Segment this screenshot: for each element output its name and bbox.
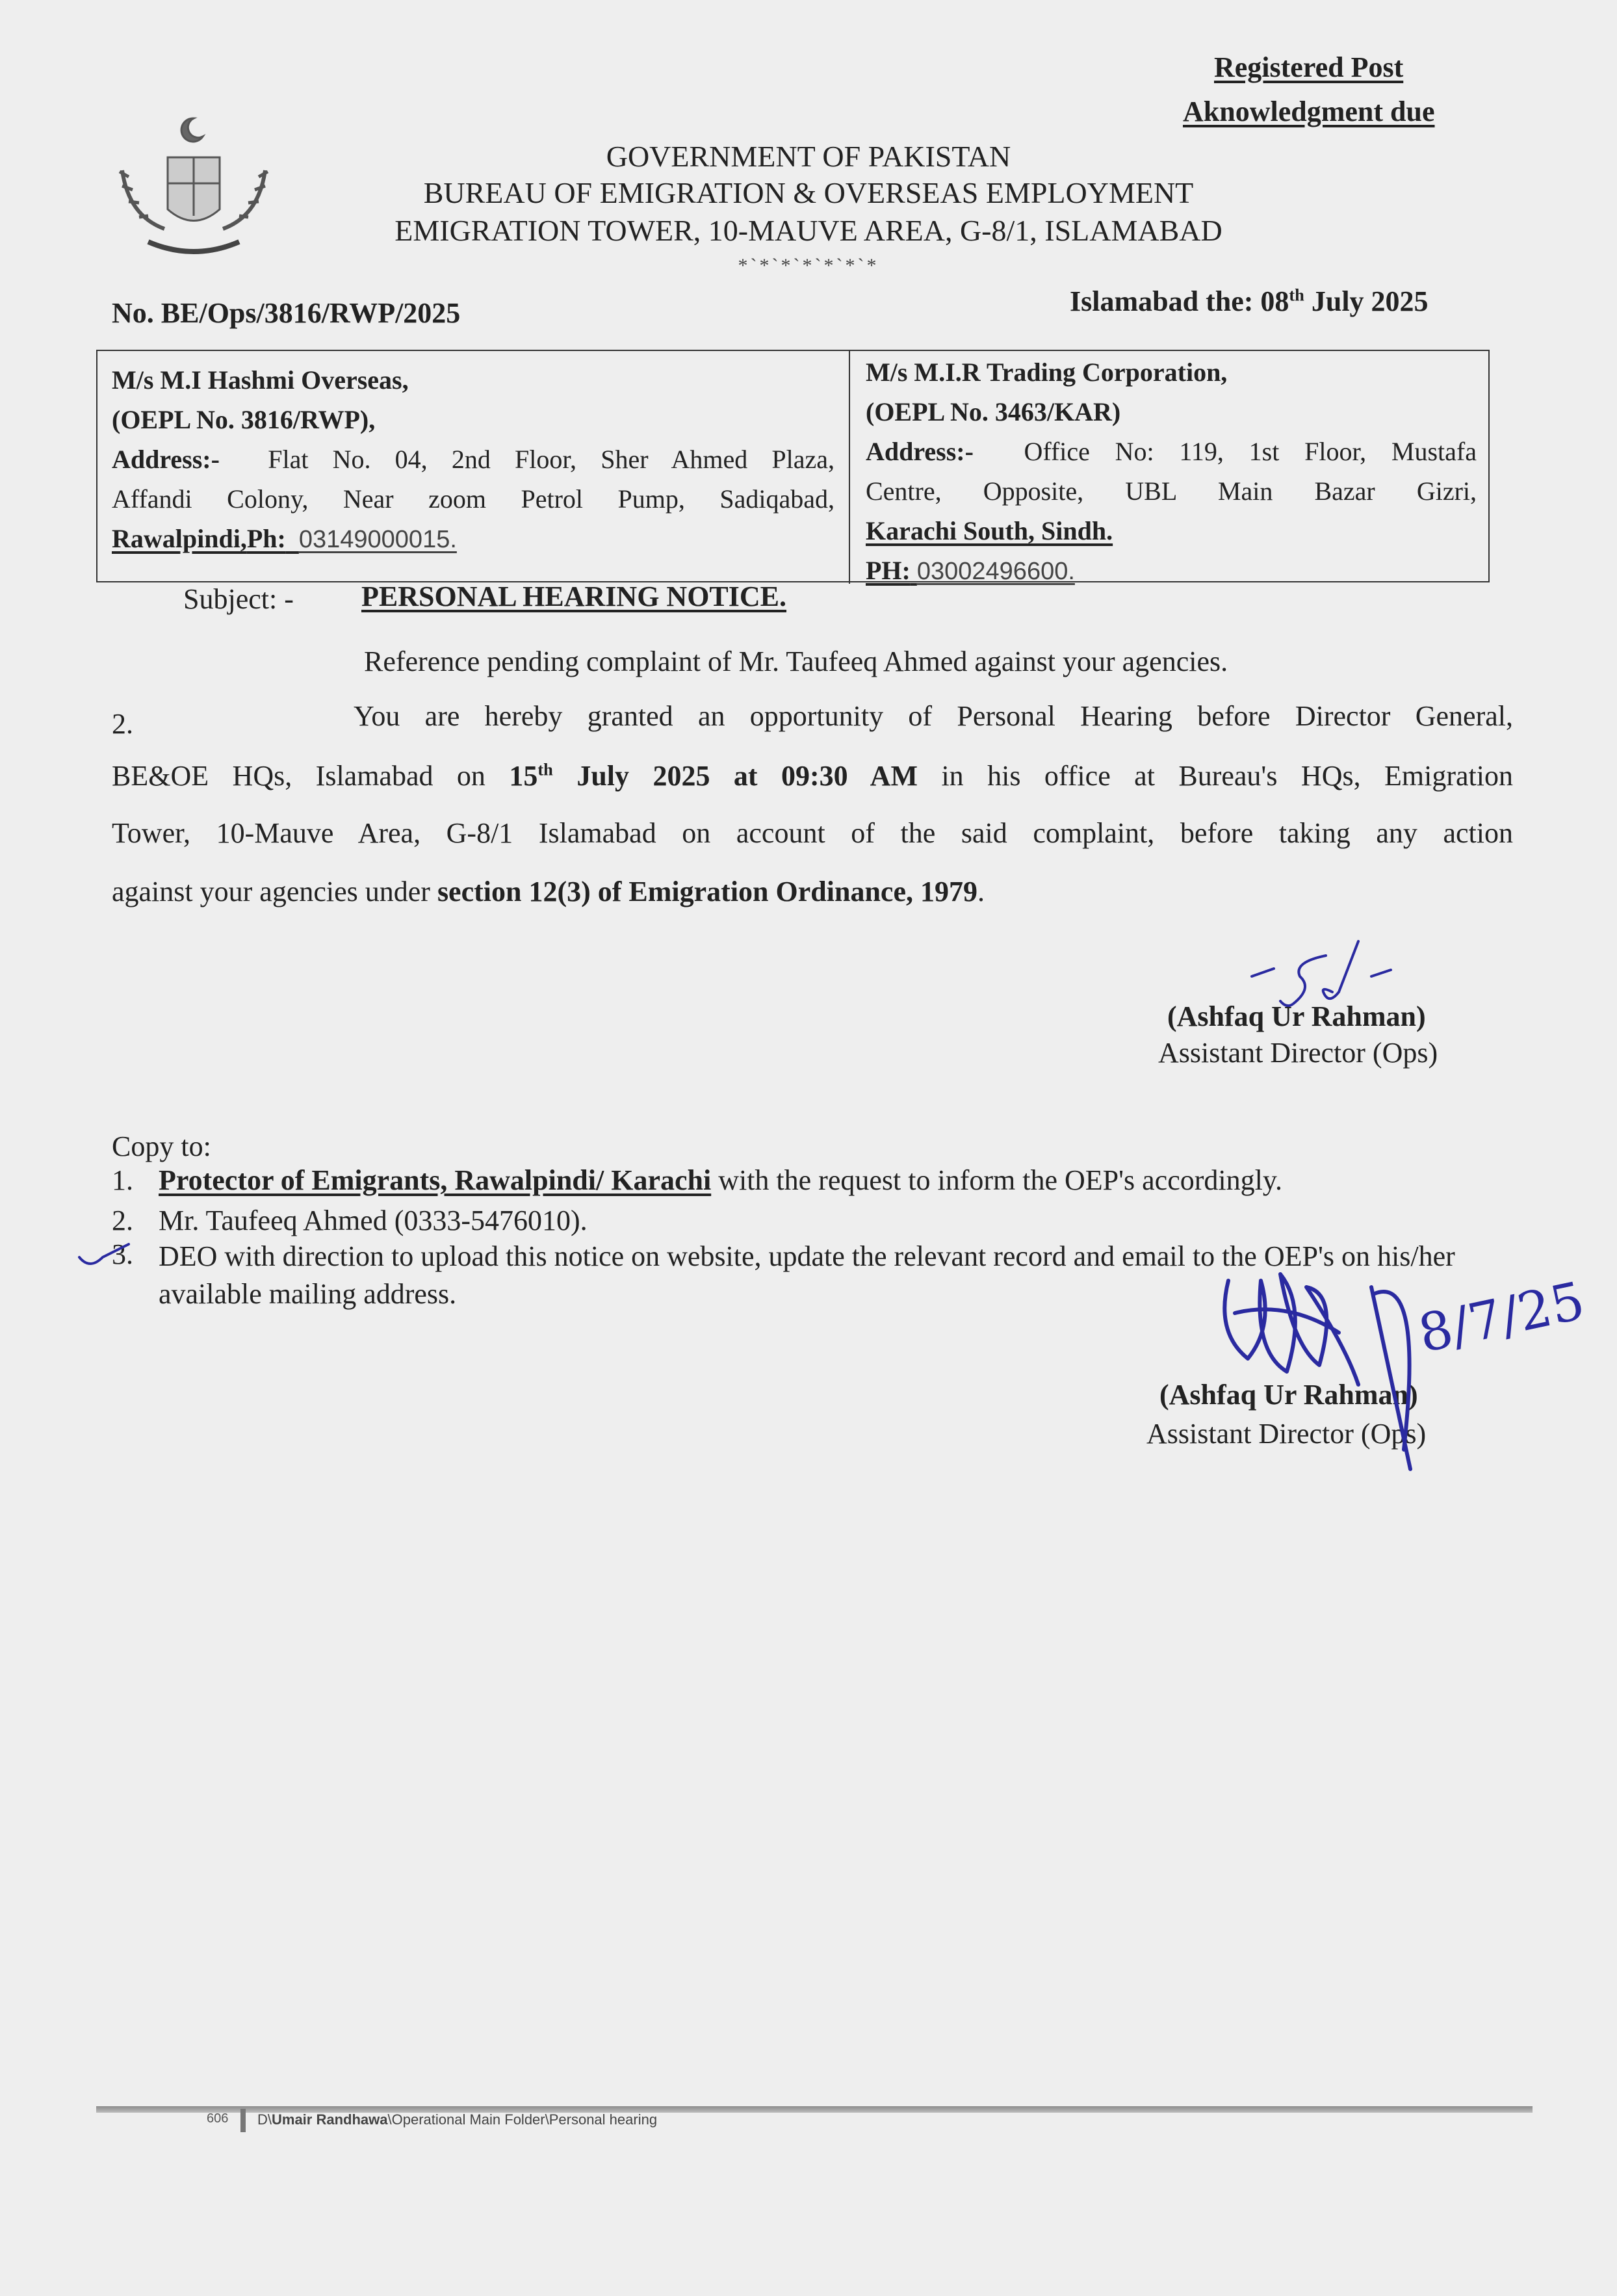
tick-mark [77, 1238, 148, 1277]
addressee-address-line: Affandi Colony, Near zoom Petrol Pump, Sadiqabad, [112, 484, 834, 514]
paragraph-line: BE&OE HQs, Islamabad on 15th July 2025 at 09:30 AM in his office at Bureau's HQs, Emigration [112, 759, 1514, 792]
subject-text: PERSONAL HEARING NOTICE. [361, 581, 787, 612]
copy-item: 2. Mr. Taufeeq Ahmed (0333-5476010). [112, 1205, 588, 1236]
signatory-title: Assistant Director (Ops) [1146, 1418, 1427, 1450]
addressee-city: Karachi South, Sindh. [866, 516, 1113, 545]
heading-separator: *`*`*`*`*`*`* [738, 255, 879, 276]
addressee-address-line: Address:- Office No: 119, 1st Floor, Mustafa [866, 437, 1477, 466]
copy-to-label: Copy to: [112, 1130, 211, 1162]
addressee-right [866, 352, 1477, 592]
addressee-oepl: (OEPL No. 3816/RWP), [112, 405, 376, 434]
signatory-name: (Ashfaq Ur Rahman) [1159, 1379, 1418, 1411]
addressee-name: M/s M.I Hashmi Overseas, [112, 365, 409, 395]
addressee-address-line: Address:- Flat No. 04, 2nd Floor, Sher Ahmed Plaza, [112, 445, 834, 474]
letter-date: Islamabad the: 08th July 2025 [1070, 285, 1429, 317]
subject-label: Subject: - [183, 583, 294, 615]
addressee-oepl: (OEPL No. 3463/KAR) [866, 397, 1121, 426]
heading-address: EMIGRATION TOWER, 10-MAUVE AREA, G-8/1, ISLAMABAD [395, 214, 1222, 247]
addressee-city-phone: Rawalpindi,Ph: 03149000015. [112, 524, 457, 553]
reference-number: No. BE/Ops/3816/RWP/2025 [112, 297, 461, 329]
signatory-name: (Ashfaq Ur Rahman) [1167, 1000, 1426, 1032]
heading-government: GOVERNMENT OF PAKISTAN [606, 140, 1011, 173]
paragraph-number: 2. [112, 708, 133, 740]
svg-text:8/7/25: 8/7/25 [1413, 1270, 1590, 1364]
footer-separator [240, 2109, 246, 2132]
registered-post-label: Registered Post [1214, 51, 1404, 83]
paragraph-line: against your agencies under section 12(3) of Emigration Ordinance, 1979. [112, 876, 985, 907]
handwritten-signature [1209, 1255, 1590, 1476]
signatory-title: Assistant Director (Ops) [1158, 1037, 1438, 1069]
footer-code: 606 [207, 2111, 229, 2126]
addressee-left [112, 360, 834, 560]
addressee-phone: PH: 03002496600. [866, 556, 1075, 585]
table-divider [849, 350, 850, 584]
addressee-name: M/s M.I.R Trading Corporation, [866, 358, 1228, 387]
reference-paragraph: Reference pending complaint of Mr. Taufeeq Ahmed against your agencies. [364, 646, 1228, 677]
heading-bureau: BUREAU OF EMIGRATION & OVERSEAS EMPLOYMENT [423, 176, 1194, 209]
copy-item: 3. DEO with direction to upload this notice on website, update the relevant record and email to the OEP's on his/her available mailing address. [112, 1238, 1455, 1310]
footer-file-path: D\Umair Randhawa\Operational Main Folder\Personal hearing [257, 2111, 658, 2128]
paragraph-line: You are hereby granted an opportunity of Personal Hearing before Director General, [354, 700, 1513, 732]
copy-item: 1. Protector of Emigrants, Rawalpindi/ Karachi with the request to inform the OEP's accordingly. [112, 1164, 1282, 1196]
addressee-address-line: Centre, Opposite, UBL Main Bazar Gizri, [866, 476, 1477, 506]
paragraph-line: Tower, 10-Mauve Area, G-8/1 Islamabad on account of the said complaint, before taking any action [112, 817, 1513, 849]
acknowledgment-label: Aknowledgment due [1183, 96, 1435, 127]
